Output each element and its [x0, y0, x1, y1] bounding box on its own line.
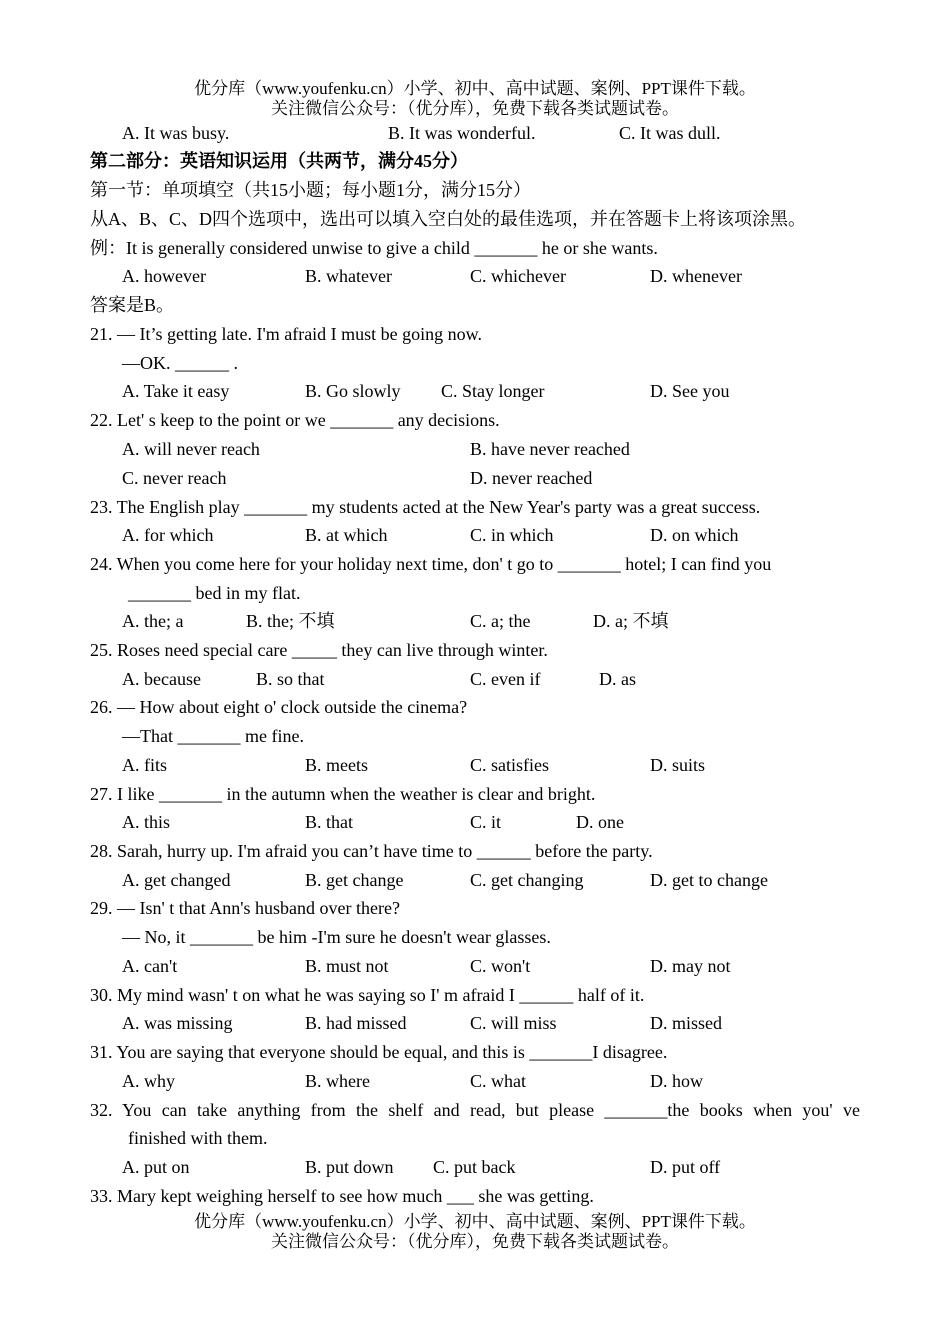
- option-a: A. It was busy.: [122, 123, 230, 143]
- question-23-options: [0, 521, 950, 550]
- question-27-options: [0, 808, 950, 837]
- option-b: B. must not: [305, 956, 389, 976]
- instruction: 从A、B、C、D四个选项中，选出可以填入空白处的最佳选项，并在答题卡上将该项涂黑。: [90, 209, 807, 229]
- option-a: A. was missing: [122, 1013, 233, 1033]
- option-a: A. fits: [122, 755, 167, 775]
- option-b: B. It was wonderful.: [388, 123, 536, 143]
- option-d: D. See you: [650, 381, 730, 401]
- footer-line-1: 优分库（www.youfenku.cn）小学、初中、高中试题、案例、PPT课件下载。: [194, 1212, 756, 1231]
- option-c: C. a; the: [470, 611, 531, 631]
- question-29-stem: 29. — Isn' t that Ann's husband over there?: [90, 898, 400, 918]
- option-d: D. a; 不填: [593, 611, 669, 631]
- option-d: D. get to change: [650, 870, 768, 890]
- option-b: B. so that: [256, 669, 325, 689]
- option-a: A. the; a: [122, 611, 184, 631]
- option-d: D. suits: [650, 755, 706, 775]
- option-b: B. meets: [305, 755, 368, 775]
- option-d: D. missed: [650, 1013, 722, 1033]
- option-c: C. whichever: [470, 266, 566, 286]
- footer-line-2: 关注微信公众号：（优分库），免费下载各类试题试卷。: [271, 1232, 679, 1251]
- option-a: A. because: [122, 669, 201, 689]
- question-27-stem: 27. I like _______ in the autumn when the weather is clear and bright.: [90, 784, 596, 804]
- question-29-options: [0, 952, 950, 981]
- option-b: B. at which: [305, 525, 388, 545]
- question-30-stem: 30. My mind wasn' t on what he was saying so I' m afraid I ______ half of it.: [90, 985, 645, 1005]
- option-b: B. get change: [305, 870, 404, 890]
- option-d: D. put off: [650, 1157, 721, 1177]
- question-26-reply: —That _______ me fine.: [122, 726, 304, 746]
- question-24-stem: 24. When you come here for your holiday next time, don' t go to _______ hotel; I can find you: [90, 554, 772, 574]
- option-b: B. have never reached: [470, 439, 630, 459]
- option-a: A. why: [122, 1071, 175, 1091]
- option-c: C. put back: [433, 1157, 516, 1177]
- question-22-options-row2: [0, 464, 950, 493]
- question-25-options: [0, 665, 950, 694]
- prev-options: [0, 119, 950, 148]
- question-26-options: [0, 751, 950, 780]
- question-31-stem: 31. You are saying that everyone should be equal, and this is _______I disagree.: [90, 1042, 668, 1062]
- option-c: C. it: [470, 812, 502, 832]
- option-c: C. Stay longer: [441, 381, 545, 401]
- option-d: D. as: [599, 669, 636, 689]
- example-stem: 例：It is generally considered unwise to give a child _______ he or she wants.: [90, 238, 658, 258]
- option-a: A. can't: [122, 956, 178, 976]
- option-c: C. get changing: [470, 870, 584, 890]
- option-d: D. whenever: [650, 266, 742, 286]
- question-31-options: [0, 1067, 950, 1096]
- question-28-stem: 28. Sarah, hurry up. I'm afraid you can’t have time to ______ before the party.: [90, 841, 653, 861]
- option-a: A. Take it easy: [122, 381, 230, 401]
- option-b: B. the; 不填: [246, 611, 335, 631]
- question-33-stem: 33. Mary kept weighing herself to see how much ___ she was getting.: [90, 1186, 594, 1206]
- question-32-stem-cont: finished with them.: [128, 1128, 268, 1148]
- option-b: B. put down: [305, 1157, 394, 1177]
- option-c: C. in which: [470, 525, 554, 545]
- option-b: B. had missed: [305, 1013, 407, 1033]
- header-line-1: 优分库（www.youfenku.cn）小学、初中、高中试题、案例、PPT课件下载。: [194, 79, 756, 98]
- option-a: A. for which: [122, 525, 214, 545]
- option-c: C. even if: [470, 669, 541, 689]
- option-a: A. will never reach: [122, 439, 260, 459]
- option-a: A. get changed: [122, 870, 231, 890]
- option-c: C. It was dull.: [619, 123, 721, 143]
- part2-title: 第二部分：英语知识运用（共两节，满分45分）: [90, 151, 468, 171]
- question-32-options: [0, 1153, 950, 1182]
- question-21-reply: —OK. ______ .: [122, 353, 238, 373]
- option-a: A. put on: [122, 1157, 190, 1177]
- question-23-stem: 23. The English play _______ my students acted at the New Year's party was a great success.: [90, 497, 761, 517]
- option-b: B. where: [305, 1071, 370, 1091]
- question-24-stem-cont: _______ bed in my flat.: [128, 583, 301, 603]
- question-30-options: [0, 1009, 950, 1038]
- option-d: D. never reached: [470, 468, 593, 488]
- question-29-reply: — No, it _______ be him -I'm sure he doesn't wear glasses.: [122, 927, 551, 947]
- example-options: [0, 262, 950, 291]
- header-line-2: 关注微信公众号：（优分库），免费下载各类试题试卷。: [271, 99, 679, 118]
- question-28-options: [0, 866, 950, 895]
- option-d: D. how: [650, 1071, 703, 1091]
- question-22-stem: 22. Let' s keep to the point or we _______ any decisions.: [90, 410, 500, 430]
- option-b: B. that: [305, 812, 353, 832]
- option-b: B. whatever: [305, 266, 392, 286]
- example-answer: 答案是B。: [90, 295, 175, 315]
- question-21-stem: 21. — It’s getting late. I'm afraid I must be going now.: [90, 324, 483, 344]
- option-c: C. what: [470, 1071, 526, 1091]
- option-d: D. may not: [650, 956, 731, 976]
- question-22-options-row1: [0, 435, 950, 464]
- question-24-options: [0, 607, 950, 636]
- section1-title: 第一节：单项填空（共15小题；每小题1分，满分15分）: [90, 180, 531, 200]
- option-d: D. one: [576, 812, 624, 832]
- option-d: D. on which: [650, 525, 739, 545]
- question-32-stem: 32. You can take anything from the shelf and read, but please _______the books when you' ve: [90, 1100, 860, 1120]
- option-b: B. Go slowly: [305, 381, 401, 401]
- option-c: C. will miss: [470, 1013, 557, 1033]
- option-a: A. however: [122, 266, 206, 286]
- option-c: C. never reach: [122, 468, 227, 488]
- option-c: C. satisfies: [470, 755, 549, 775]
- option-c: C. won't: [470, 956, 531, 976]
- question-26-stem: 26. — How about eight o' clock outside the cinema?: [90, 697, 468, 717]
- question-21-options: [0, 377, 950, 406]
- option-a: A. this: [122, 812, 171, 832]
- question-25-stem: 25. Roses need special care _____ they can live through winter.: [90, 640, 548, 660]
